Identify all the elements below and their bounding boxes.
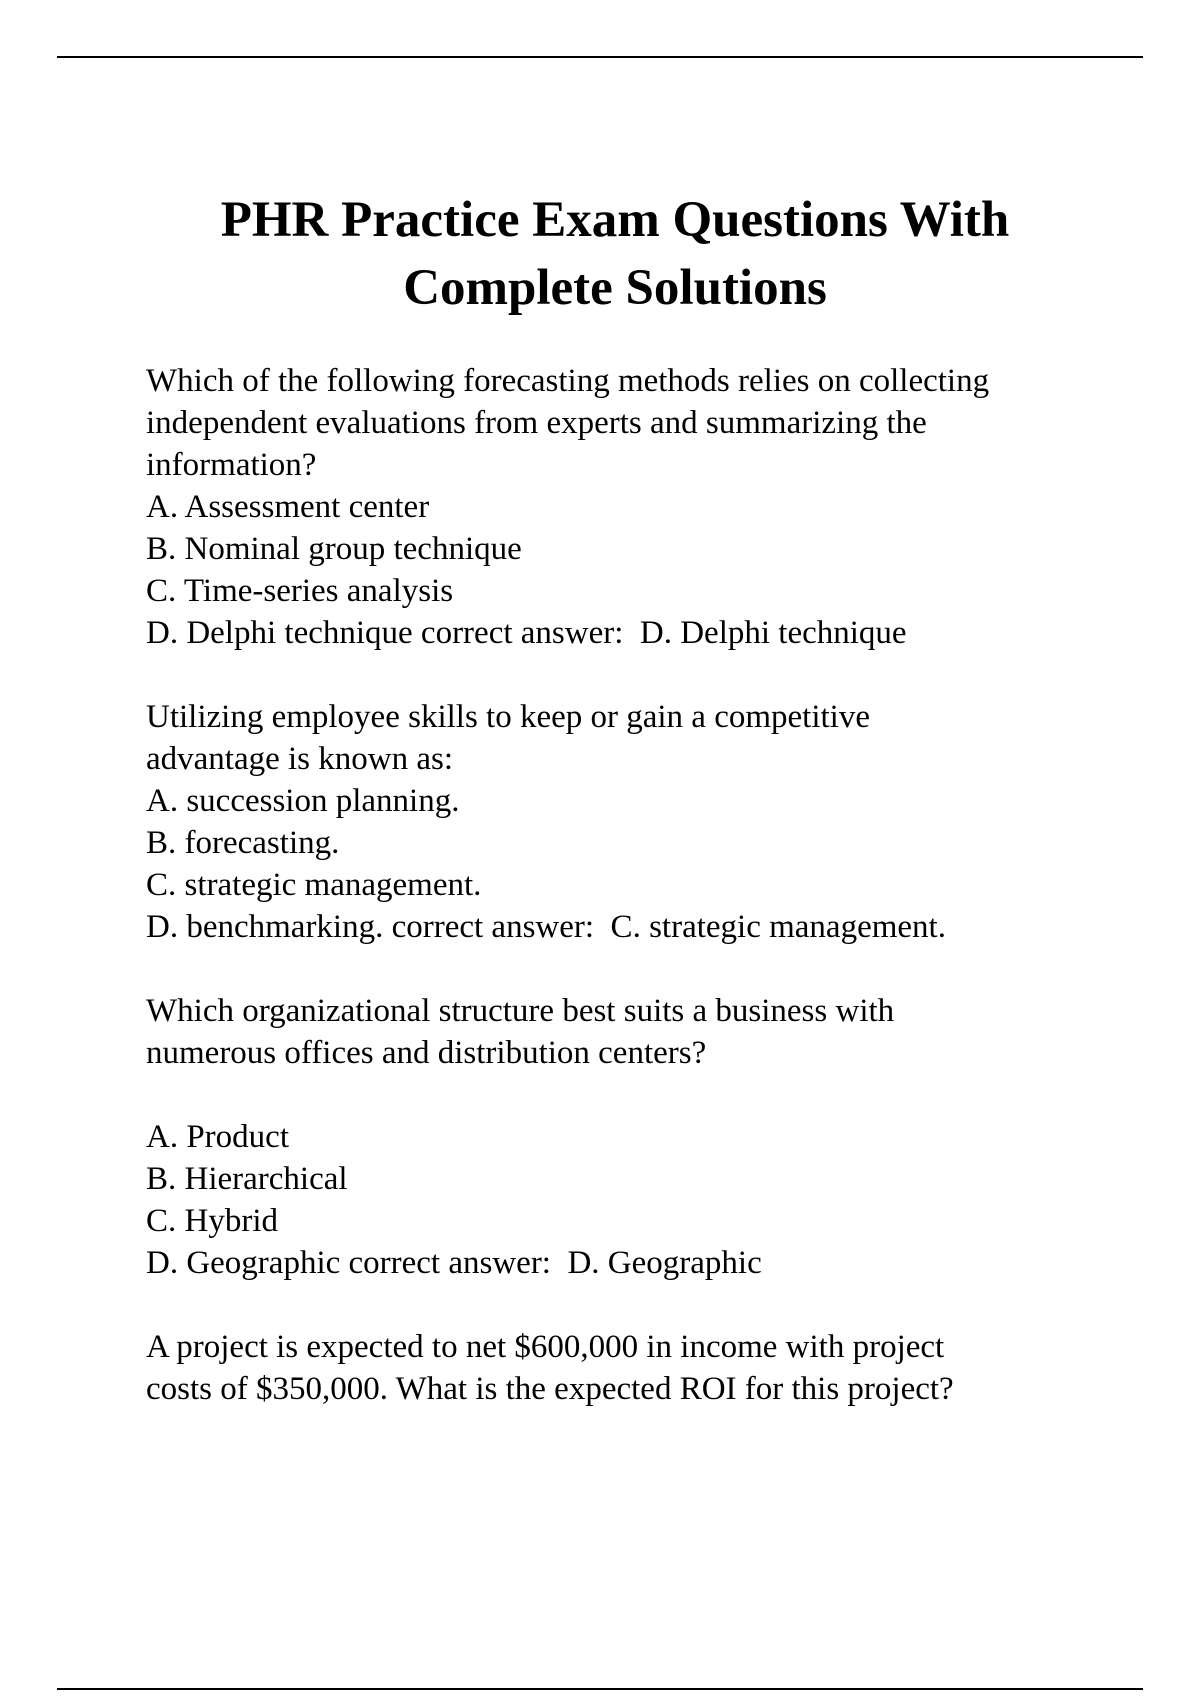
option-d-with-answer: D. benchmarking. correct answer: C. strategic management. <box>146 909 946 945</box>
question-prompt-line: Which organizational structure best suits a business with <box>146 993 895 1029</box>
question-prompt-line: Utilizing employee skills to keep or gain a competitive <box>146 699 870 735</box>
option-b: B. forecasting. <box>146 825 340 861</box>
spacer <box>146 948 1146 990</box>
question-2 <box>146 696 1146 948</box>
question-4 <box>146 1326 1146 1410</box>
option-c: C. Time-series analysis <box>146 573 454 609</box>
spacer <box>146 654 1146 696</box>
option-d-with-answer: D. Delphi technique correct answer: D. Delphi technique <box>146 615 907 651</box>
bottom-rule <box>57 1688 1143 1690</box>
question-prompt-line: costs of $350,000. What is the expected ROI for this project? <box>146 1371 954 1407</box>
option-c: C. Hybrid <box>146 1203 278 1239</box>
question-prompt-line: Which of the following forecasting methods relies on collecting <box>146 363 990 399</box>
questions-body <box>146 360 1146 1410</box>
title-line: Complete Solutions <box>403 260 827 316</box>
option-b: B. Nominal group technique <box>146 531 522 567</box>
option-a: A. Product <box>146 1119 289 1155</box>
question-1 <box>146 360 1146 654</box>
top-rule <box>57 56 1143 58</box>
page-title <box>100 186 1130 322</box>
option-c: C. strategic management. <box>146 867 482 903</box>
spacer <box>146 1074 1146 1116</box>
question-prompt-line: numerous offices and distribution centers? <box>146 1035 707 1071</box>
option-d-with-answer: D. Geographic correct answer: D. Geographic <box>146 1245 762 1281</box>
option-a: A. succession planning. <box>146 783 460 819</box>
question-prompt-line: information? <box>146 447 317 483</box>
spacer <box>146 1284 1146 1326</box>
title-line: PHR Practice Exam Questions With <box>220 192 1010 248</box>
question-prompt-line: A project is expected to net $600,000 in income with project <box>146 1329 945 1365</box>
question-prompt-line: advantage is known as: <box>146 741 454 777</box>
option-b: B. Hierarchical <box>146 1161 348 1197</box>
option-a: A. Assessment center <box>146 489 430 525</box>
question-3 <box>146 990 1146 1284</box>
question-prompt-line: independent evaluations from experts and summarizing the <box>146 405 927 441</box>
